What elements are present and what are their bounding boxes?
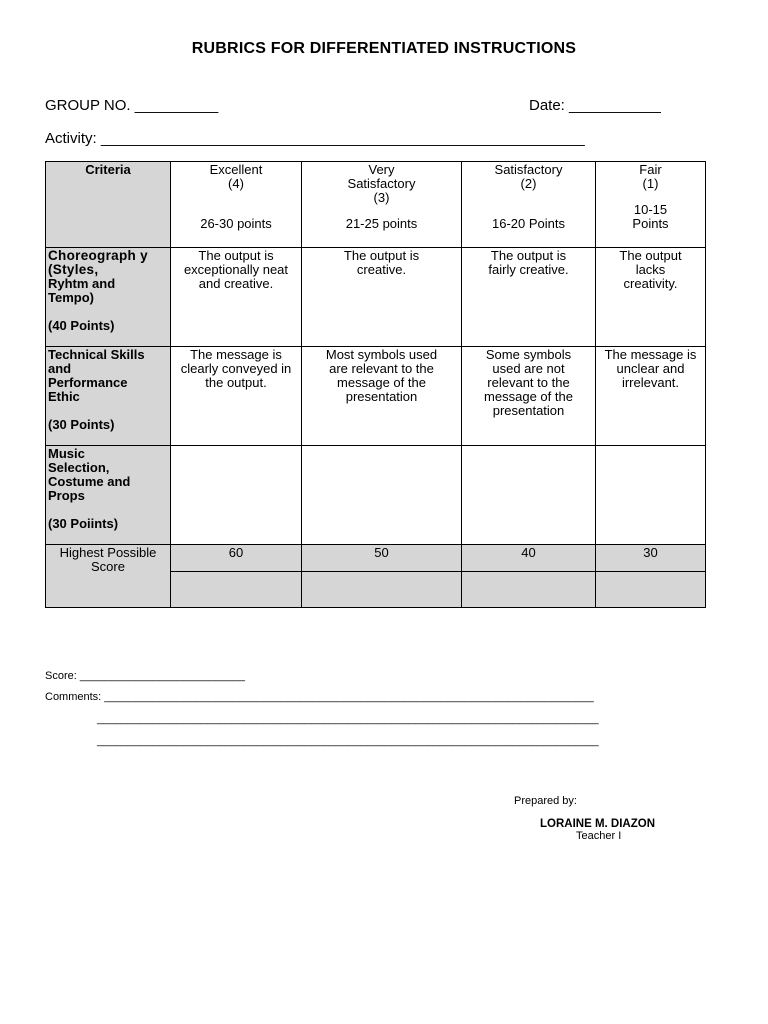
header-row xyxy=(46,162,706,248)
score-field[interactable]: Score: ___________________________ xyxy=(45,670,246,682)
rubric-cell xyxy=(171,347,302,446)
level-satisfactory-header xyxy=(462,162,596,248)
criterion-cell xyxy=(46,248,171,347)
highest-score-cell: 60 xyxy=(171,545,302,572)
level-points: 10-15 Points xyxy=(632,202,669,231)
criterion-row xyxy=(46,347,706,446)
rubric-cell xyxy=(462,248,596,347)
score-entry-cell[interactable] xyxy=(462,572,596,608)
highest-score-cell: 40 xyxy=(462,545,596,572)
level-name: Excellent xyxy=(209,162,263,177)
rubric-table xyxy=(45,161,706,608)
score-entry-cell[interactable] xyxy=(171,572,302,608)
criterion-name: Choreograph y (Styles, xyxy=(48,248,148,277)
level-rating: (2) xyxy=(520,176,537,191)
level-fair-header xyxy=(596,162,706,248)
criteria-header: Criteria xyxy=(46,162,171,248)
rubric-cell xyxy=(596,446,706,545)
level-name: Fair xyxy=(639,162,662,177)
cell-text: The message is clearly conveyed in the output. xyxy=(180,347,292,390)
preparer-name: LORAINE M. DIAZON xyxy=(540,818,655,830)
highest-score-cell: 30 xyxy=(596,545,706,572)
comment-line[interactable]: __________________________________________________________________________________ xyxy=(97,735,599,747)
highest-score-label xyxy=(46,545,171,608)
criterion-row xyxy=(46,446,706,545)
rubric-cell xyxy=(302,347,462,446)
criterion-points: (30 Poiints) xyxy=(48,516,119,531)
level-rating: (1) xyxy=(642,176,659,191)
level-points: 16-20 Points xyxy=(492,216,565,231)
group-number-field[interactable]: GROUP NO. __________ xyxy=(45,97,219,114)
rubric-cell xyxy=(302,248,462,347)
highest-score-text: Highest Possible Score xyxy=(59,545,157,574)
rubric-cell xyxy=(596,248,706,347)
cell-text: The message is unclear and irrelevant. xyxy=(604,347,697,390)
cell-text: The output is fairly creative. xyxy=(488,248,569,277)
criterion-subtitle: Ryhtm and Tempo) xyxy=(48,276,116,305)
score-entry-cell[interactable] xyxy=(596,572,706,608)
criterion-name: Music Selection, Costume and Props xyxy=(48,446,131,503)
cell-text: Most symbols used are relevant to the message of the presentation xyxy=(325,347,438,404)
rubric-cell xyxy=(462,446,596,545)
criterion-cell xyxy=(46,347,171,446)
comment-line[interactable]: __________________________________________________________________________________ xyxy=(97,713,599,725)
cell-text: The output is exceptionally neat and creative. xyxy=(183,248,289,291)
rubric-cell xyxy=(171,248,302,347)
level-rating: (4) xyxy=(228,176,244,191)
date-field[interactable]: Date: ___________ xyxy=(529,97,661,114)
highest-score-row xyxy=(46,545,706,572)
rubric-cell xyxy=(596,347,706,446)
highest-score-cell: 50 xyxy=(302,545,462,572)
activity-field[interactable]: Activity: __________________________________________________________ xyxy=(45,130,585,147)
cell-text: Some symbols used are not relevant to the message of the presentation xyxy=(484,347,573,418)
criterion-row xyxy=(46,248,706,347)
rubric-cell xyxy=(171,446,302,545)
level-name: Satisfactory xyxy=(494,162,563,177)
prepared-by-label: Prepared by: xyxy=(514,795,577,807)
criterion-points: (40 Points) xyxy=(48,318,115,333)
score-entry-cell[interactable] xyxy=(302,572,462,608)
cell-text: The output is creative. xyxy=(343,248,420,277)
document-title: RUBRICS FOR DIFFERENTIATED INSTRUCTIONS xyxy=(191,40,577,57)
criterion-points: (30 Points) xyxy=(48,417,115,432)
rubric-cell xyxy=(302,446,462,545)
cell-text: The output lacks creativity. xyxy=(619,248,682,291)
level-excellent-header xyxy=(171,162,302,248)
preparer-title: Teacher I xyxy=(576,830,622,842)
level-name: Very Satisfactory xyxy=(347,162,416,191)
level-rating: (3) xyxy=(373,190,390,205)
criterion-name: Technical Skills and Performance Ethic xyxy=(48,347,145,404)
criterion-cell xyxy=(46,446,171,545)
level-very-satisfactory-header xyxy=(302,162,462,248)
rubric-cell xyxy=(462,347,596,446)
comments-field[interactable]: Comments: ________________________________________________________________________________ xyxy=(45,691,594,703)
level-points: 26-30 points xyxy=(200,216,272,231)
level-points: 21-25 points xyxy=(345,216,418,231)
